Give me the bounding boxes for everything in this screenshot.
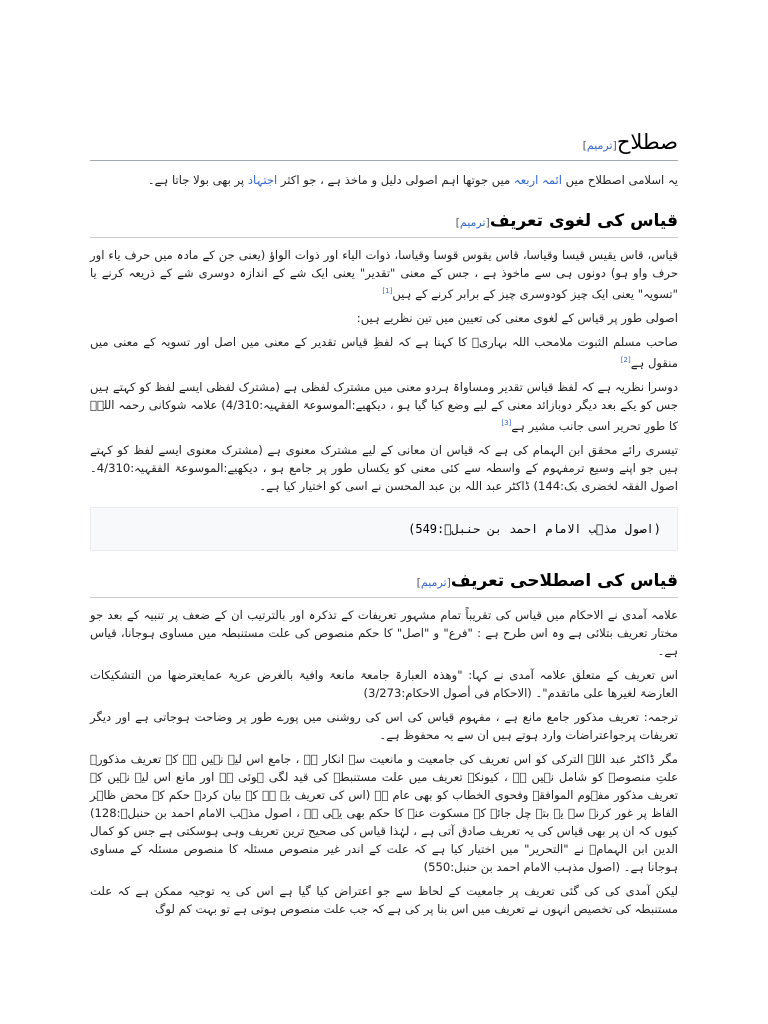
section-heading-lughawi: قیاس کی لغوی تعریف[ترمیم] — [90, 209, 678, 238]
quote-box — [90, 507, 678, 551]
edit-link[interactable]: ترمیم — [586, 139, 613, 152]
edit-link[interactable]: ترمیم — [420, 575, 447, 589]
quote-text: (اصول مذہب الامام احمد بن حنبلؒ:549) — [408, 521, 661, 536]
intro-paragraph: یہ اسلامی اصطلاح میں ائمہ اربعہ میں جوتھا اہم اصولی دلیل و ماخذ ہے ، جو اکثر اجتہاد پر بھی بولا جاتا ہے۔ — [147, 173, 678, 187]
section-heading-istilah: صطلاح[ترمیم] — [90, 130, 678, 161]
article-content — [90, 130, 678, 918]
paragraph: اصولی طور پر قیاس کے لغوی معنی کی تعیین میں تین نظریے ہیں: — [356, 310, 678, 325]
paragraph: تیسری رائے محقق ابن الہمام کی ہے کہ قیاس ان معانی کے لیے مشترک معنوی ہے (مشترک معنوی ایسے لفظ کو کہتے ہیں جو اپنے وسیع ترمفہوم کے واسطہ سے کئی معنی کو یکساں طور پر جامع ہو ، دیکھیے:الموسوعۃ الفقہیہ:4/310۔ اصول الفقہ لخضری بک:144) ڈاکٹر عبد اللہ بن عبد المحسن نے اسی کو اختیار کیا ہے۔ — [90, 442, 678, 493]
edit-link[interactable]: ترمیم — [459, 216, 486, 229]
heading-text: صطلاح — [616, 130, 678, 154]
paragraph: لیکن آمدی کی کی گئی تعریف پر جامعیت کے لحاظ سے جو اعتراض کیا گیا ہے اس کی یہ توجیہ ممکن ہے کہ علت مستنبطہ کی تخصیص انہوں نے تعریف میں اس بنا پر کی ہے کہ جب علت منصوص ہوتی ہے تو بہت کم لوگ — [90, 883, 678, 916]
paragraph: علامہ آمدی نے الاحکام میں قیاس کی تقریباً تمام مشہور تعریفات کے تذکرہ اور بالترتیب ان کے ضعف پر تنبیہ کے بعد جو مختار تعریف بتلائی ہے وہ اس طرح ہے : "فرع" و "اصل" کا حکم منصوص کی علت مستنبطہ میں مساوی ہوجانا، قیاس ہے۔ — [90, 607, 678, 658]
section-heading-istilahi: قیاس کی اصطلاحی تعریف[ترمیم] — [90, 569, 678, 598]
reference-link[interactable]: [1] — [382, 287, 393, 295]
heading-text: قیاس کی لغوی تعریف — [489, 211, 678, 231]
reference-link[interactable]: [3] — [501, 418, 512, 427]
paragraph: اس تعریف کے متعلق علامہ آمدی نے کہا: "وھذہ العبارۃ جامعۃ مانعۃ وافیۃ بالغرض عریۃ عمایعترضھا من التشکیکات العارضۃ لغیرھا علی ماتقدم"۔ (الاحکام فی أصول الاحکام:3/273) — [90, 667, 678, 700]
paragraph: قیاس، قاس یقیس قیسا وقیاسا، قاس یقوس قوسا وقیاسا، ذوات الیاء اور ذوات الواؤ (یعنی جن کے مادہ میں حرف یاء اور حرف واو ہو) دونوں ہی سے ماخوذ ہے ، جس کے معنی "تقدیر" یعنی ایک شے کے اندازہ دوسری شے کے ذریعہ کرنے یا "تسویہ" یعنی ایک چیز کودوسری چیز کے برابر کرنے کے ہیں[1] — [90, 248, 678, 301]
paragraph: صاحب مسلم الثبوت ملامحب اللہ بہاریؒ کا کہنا ہے کہ لفظِ قیاس تقدیر کے معنی میں اصل اور تسویہ کے معنی میں منقول ہے[2] — [90, 334, 678, 370]
paragraph: دوسرا نظریہ ہے کہ لفظ قیاس تقدیر ومساواۃ ہردو معنی میں مشترک لفظی ہے (مشترک لفظی ایسے لفظ کو کہتے ہیں جس کو یکے بعد دیگر دوبازائد معنی کے لیے وضع کیا گیا ہو ، دیکھیے:الموسوعۃ الفقہیہ:4/310) علامہ شوکانی رحمہ اللہؒ کا طورِ تحریر اسی جانب مشیر ہے[3] — [90, 379, 678, 433]
link-ijtihad[interactable]: اجتہاد — [247, 173, 278, 187]
heading-text: قیاس کی اصطلاحی تعریف — [450, 570, 678, 591]
paragraph: مگر ڈاکٹر عبد اللہ الترکی کو اس تعریف کی جامعیت و مانعیت سے انکار ہے ، جامع اس لیے نہیں ہے کہ تعریف مذکورہ علتِ منصوصہ کو شامل نہیں ہے ، کیونکہ تعریف میں علت مستنبطہ کی قید لگی ہوئی ہے اور مانع اس لیے نہیں کہ تعریف مذکور مفہوم الموافقہ وفحوی الخطاب کو بھی عام ہے (اس کی تعریف یہ ہے کہ بیان کردہ حکم کے محض ظاہر الفاظ پر غور کرنے سے یہ بتہ چل جائے کہ مسکوت عنہ کا حکم بھی یہی ہے ، اصول مذہب الامام احمد بن حنبلؒ:128) کیوں کہ ان پر بھی قیاس کی یہ تعریف صادق آتی ہے ، لہٰذا قیاس کی صحیح ترین تعریف وہی ہوسکتی ہے جس کو کمال الدین ابن الہمامؒ نے "التحریر" میں اختیار کیا ہے کہ علت کے اندر غیر منصوص مسئلہ کا منصوص مسئلہ کے مساوی ہوجانا ہے۔ (اصول مذہب الامام احمد بن حنبل:550) — [90, 751, 678, 874]
link-aimma-arbaa[interactable]: ائمہ اربعہ — [513, 173, 562, 187]
paragraph: ترجمہ: تعریف مذکور جامع مانع ہے ، مفہوم قیاس کی اس کی روشنی میں پورے طور پر وضاحت ہوجاتی ہے اور دیگر تعریفات پرجواعتراضات وارد ہوتے ہیں ان سے یہ محفوظ ہے۔ — [90, 709, 678, 742]
reference-link[interactable]: [2] — [620, 355, 631, 364]
